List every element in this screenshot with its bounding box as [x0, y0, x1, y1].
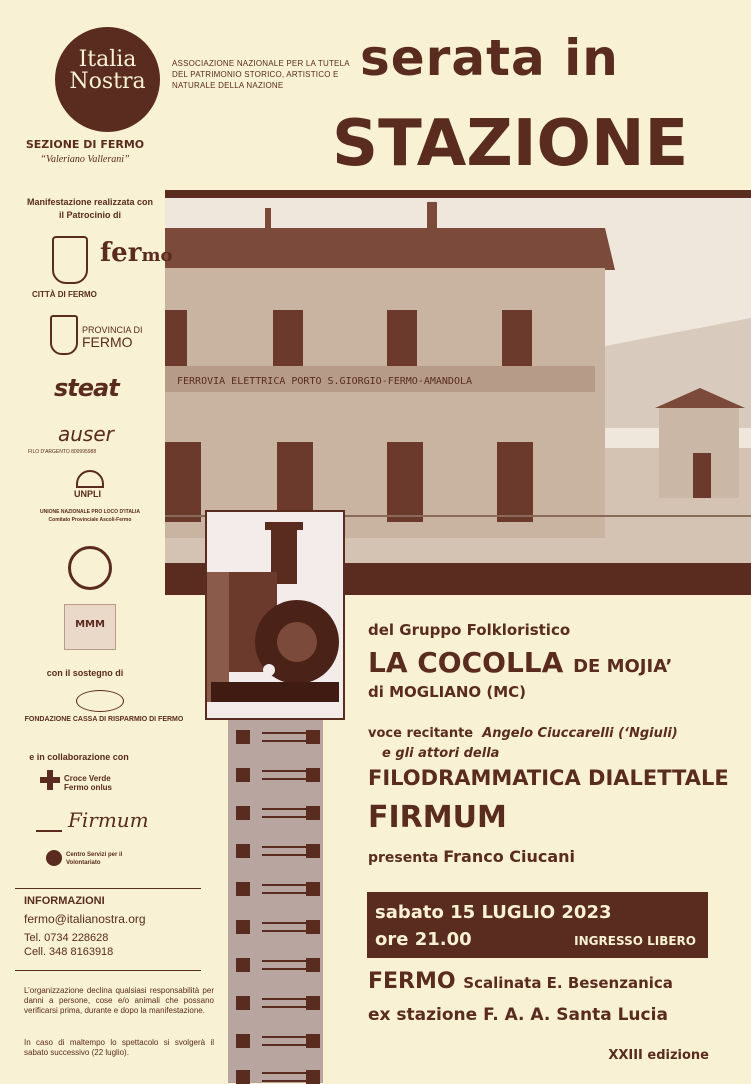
auser-logo: auser	[58, 422, 114, 446]
title-line1: serata in	[360, 29, 619, 87]
edition: XXIII edizione	[608, 1048, 709, 1063]
mmm-logo: MMM	[64, 604, 116, 650]
track-tie	[236, 768, 316, 782]
venue-city: FERMO	[368, 969, 456, 994]
croce-verde: Croce Verde Fermo onlus	[64, 774, 113, 792]
fermo-crest-icon	[52, 236, 88, 284]
steat-logo: steat	[54, 374, 119, 402]
voice-label: voce recitante	[368, 726, 474, 741]
info-email[interactable]: fermo@italianostra.org	[24, 912, 146, 926]
voice-line	[368, 726, 678, 741]
divider	[15, 888, 201, 889]
company-line1: FILODRAMMATICA DIALETTALE	[368, 766, 729, 790]
station-photo	[165, 198, 751, 563]
track-tie	[236, 882, 316, 896]
date-box	[367, 892, 708, 958]
group-title	[368, 646, 672, 684]
firmum-logo: Firmum	[68, 808, 149, 832]
venue-line1	[368, 969, 673, 994]
logo-line2: Nostra	[69, 69, 146, 94]
info-tel: Tel. 0734 228628	[24, 932, 109, 944]
group-name-2: DE MOJIA’	[573, 656, 673, 677]
cassa-risparmio-icon	[76, 690, 124, 712]
provincia-name: FERMO	[82, 334, 133, 350]
italia-nostra-logo	[55, 27, 160, 132]
provincia-crest-icon	[50, 315, 78, 355]
group-intro: del Gruppo Folkloristico	[368, 621, 571, 639]
presents-name: Franco Ciucani	[443, 847, 576, 866]
voice-name: Angelo Ciuccarelli	[482, 726, 614, 741]
voice-nick: (‘Ngiuli)	[618, 726, 678, 741]
track-tie	[236, 1070, 316, 1084]
track-tie	[236, 920, 316, 934]
info-heading: INFORMAZIONI	[24, 895, 105, 907]
section-subtitle: “Valeriano Vallerani”	[40, 154, 130, 165]
info-cell: Cell. 348 8163918	[24, 946, 114, 958]
round-seal-icon	[68, 546, 112, 590]
patronage-label: Manifestazione realizzata con il Patrocinio di	[26, 197, 154, 220]
event-date: sabato 15 LUGLIO 2023	[375, 902, 612, 923]
event-time: ore 21.00	[375, 929, 472, 950]
unpli-icon	[76, 470, 104, 488]
photo-sign: FERROVIA ELETTRICA PORTO S.GIORGIO-FERMO-AMANDOLA	[177, 376, 473, 387]
track-tie	[236, 730, 316, 744]
red-cross-icon	[40, 770, 60, 790]
railway-track	[228, 720, 323, 1083]
collab-label: e in collaborazione con	[29, 752, 129, 762]
company-line2: FIRMUM	[368, 800, 507, 835]
track-tie	[236, 806, 316, 820]
top-bar	[165, 190, 751, 198]
theatre-masks-icon	[36, 812, 62, 832]
support-label: con il sostegno di	[46, 668, 124, 678]
hand-icon	[46, 850, 62, 866]
track-tie	[236, 996, 316, 1010]
group-place: di MOGLIANO (MC)	[368, 683, 527, 701]
venue-name: Scalinata E. Besenzanica	[463, 974, 673, 992]
logo-line1: Italia	[78, 47, 137, 72]
unpli-sub: UNIONE NAZIONALE PRO LOCO D'ITALIA Comitato Provinciale Ascoli-Fermo	[40, 509, 140, 523]
track-tie	[236, 958, 316, 972]
fondazione: FONDAZIONE CASSA DI RISPARMIO DI FERMO	[24, 716, 184, 723]
section-name: SEZIONE DI FERMO	[25, 138, 145, 151]
entry-free: INGRESSO LIBERO	[574, 934, 696, 948]
citta-di-fermo: CITTÀ DI FERMO	[32, 290, 97, 299]
actors-line: e gli attori della	[382, 746, 500, 761]
locomotive-image	[205, 510, 345, 720]
csv: Centro Servizi per il Volontariato	[66, 852, 123, 866]
venue-line2: ex stazione F. A. A. Santa Lucia	[368, 1005, 668, 1025]
provincia-di: PROVINCIA DI	[82, 325, 143, 335]
title-line2: STAZIONE	[332, 107, 689, 181]
fermo-logo: fermo	[100, 238, 173, 268]
association-text: ASSOCIAZIONE NAZIONALE PER LA TUTELA DEL PATRIMONIO STORICO, ARTISTICO E NATURALE DELLA NAZIONE	[172, 59, 350, 90]
disclaimer: L’organizzazione declina qualsiasi responsabilità per danni a persone, cose e/o animali che possano verificarsi prima, durante e dopo la manifestazione.	[24, 986, 214, 1015]
divider	[15, 970, 201, 971]
auser-sub: FILO D'ARGENTO 800995988	[28, 449, 97, 455]
unpli-logo: UNPLI	[74, 489, 101, 499]
track-tie	[236, 844, 316, 858]
presents-line	[368, 847, 575, 866]
weather-note: In caso di maltempo lo spettacolo si svolgerà il sabato successivo (22 luglio).	[24, 1038, 214, 1057]
track-tie	[236, 1034, 316, 1048]
presents-label: presenta	[368, 850, 439, 866]
group-name: LA COCOLLA	[368, 646, 564, 679]
